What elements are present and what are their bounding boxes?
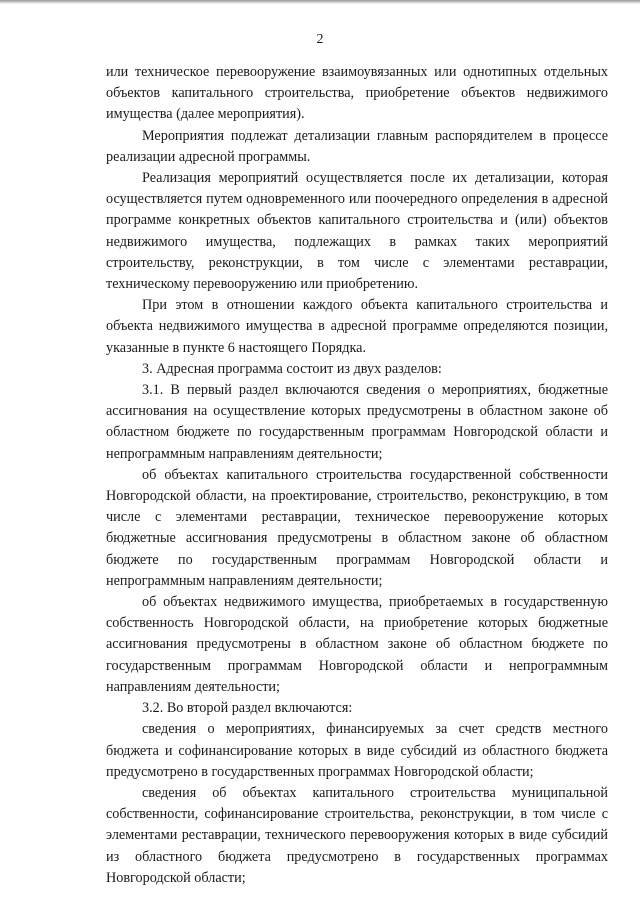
document-body	[106, 62, 608, 889]
paragraph-8: об объектах недвижимого имущества, приобретаемых в государственную собственность Новгородской области, на приобретение которых бюджетные ассигнования предусмотрены в областном законе об областном бюджете по государственным программам Новгородской области и непрограммным направлениям деятельности;	[106, 594, 608, 695]
scan-top-edge	[0, 0, 640, 4]
paragraph-2: Мероприятия подлежат детализации главным распорядителем в процессе реализации адресной программы.	[106, 127, 608, 165]
paragraph-7: об объектах капитального строительства государственной собственности Новгородской области, на проектирование, строительство, реконструкцию, в том числе с элементами реставрации, техническое перевооружение которых бюджетные ассигнования предусмотрены в областном законе об областном бюджете по государственным программам Новгородской области и непрограммным направлениям деятельности;	[106, 466, 608, 589]
paragraph-6: 3.1. В первый раздел включаются сведения о мероприятиях, бюджетные ассигнования на осуществление которых предусмотрены в областном законе об областном бюджете по государственным программам Новгородской области и непрограммным направлениям деятельности;	[106, 382, 608, 462]
paragraph-11: сведения об объектах капитального строительства муниципальной собственности, софинансирование строительства, реконструкции, в том числе с элементами реставрации, технического перевооружения которых в виде субсидий из областного бюджета предусмотрено в государственных программах Новгородской области;	[106, 784, 608, 886]
paragraph-4: При этом в отношении каждого объекта капитального строительства и объекта недвижимого имущества в адресной программе определяются позиции, указанные в пункте 6 настоящего Порядка.	[106, 297, 608, 356]
paragraph-9: 3.2. Во второй раздел включаются:	[142, 700, 353, 717]
page-number: 2	[316, 32, 324, 47]
paragraph-3: Реализация мероприятий осуществляется после их детализации, которая осуществляется путем одновременного или поочередного определения в адресной программе конкретных объектов капитального строительства и (или) объектов недвижимого имущества, подлежащих в рамках таких мероприятий строительству, реконструкции, в том числе с элементами реставрации, техническому перевооружению или приобретению.	[106, 170, 608, 293]
paragraph-10: сведения о мероприятиях, финансируемых за счет средств местного бюджета и софинансирование которых в виде субсидий из областного бюджета предусмотрено в государственных программах Новгородской области;	[106, 721, 608, 780]
paragraph-5: 3. Адресная программа состоит из двух разделов:	[142, 360, 442, 377]
paragraph-1: или техническое перевооружение взаимоувязанных или однотипных отдельных объектов капитального строительства, приобретение объектов недвижимого имущества (далее мероприятия).	[106, 64, 608, 123]
